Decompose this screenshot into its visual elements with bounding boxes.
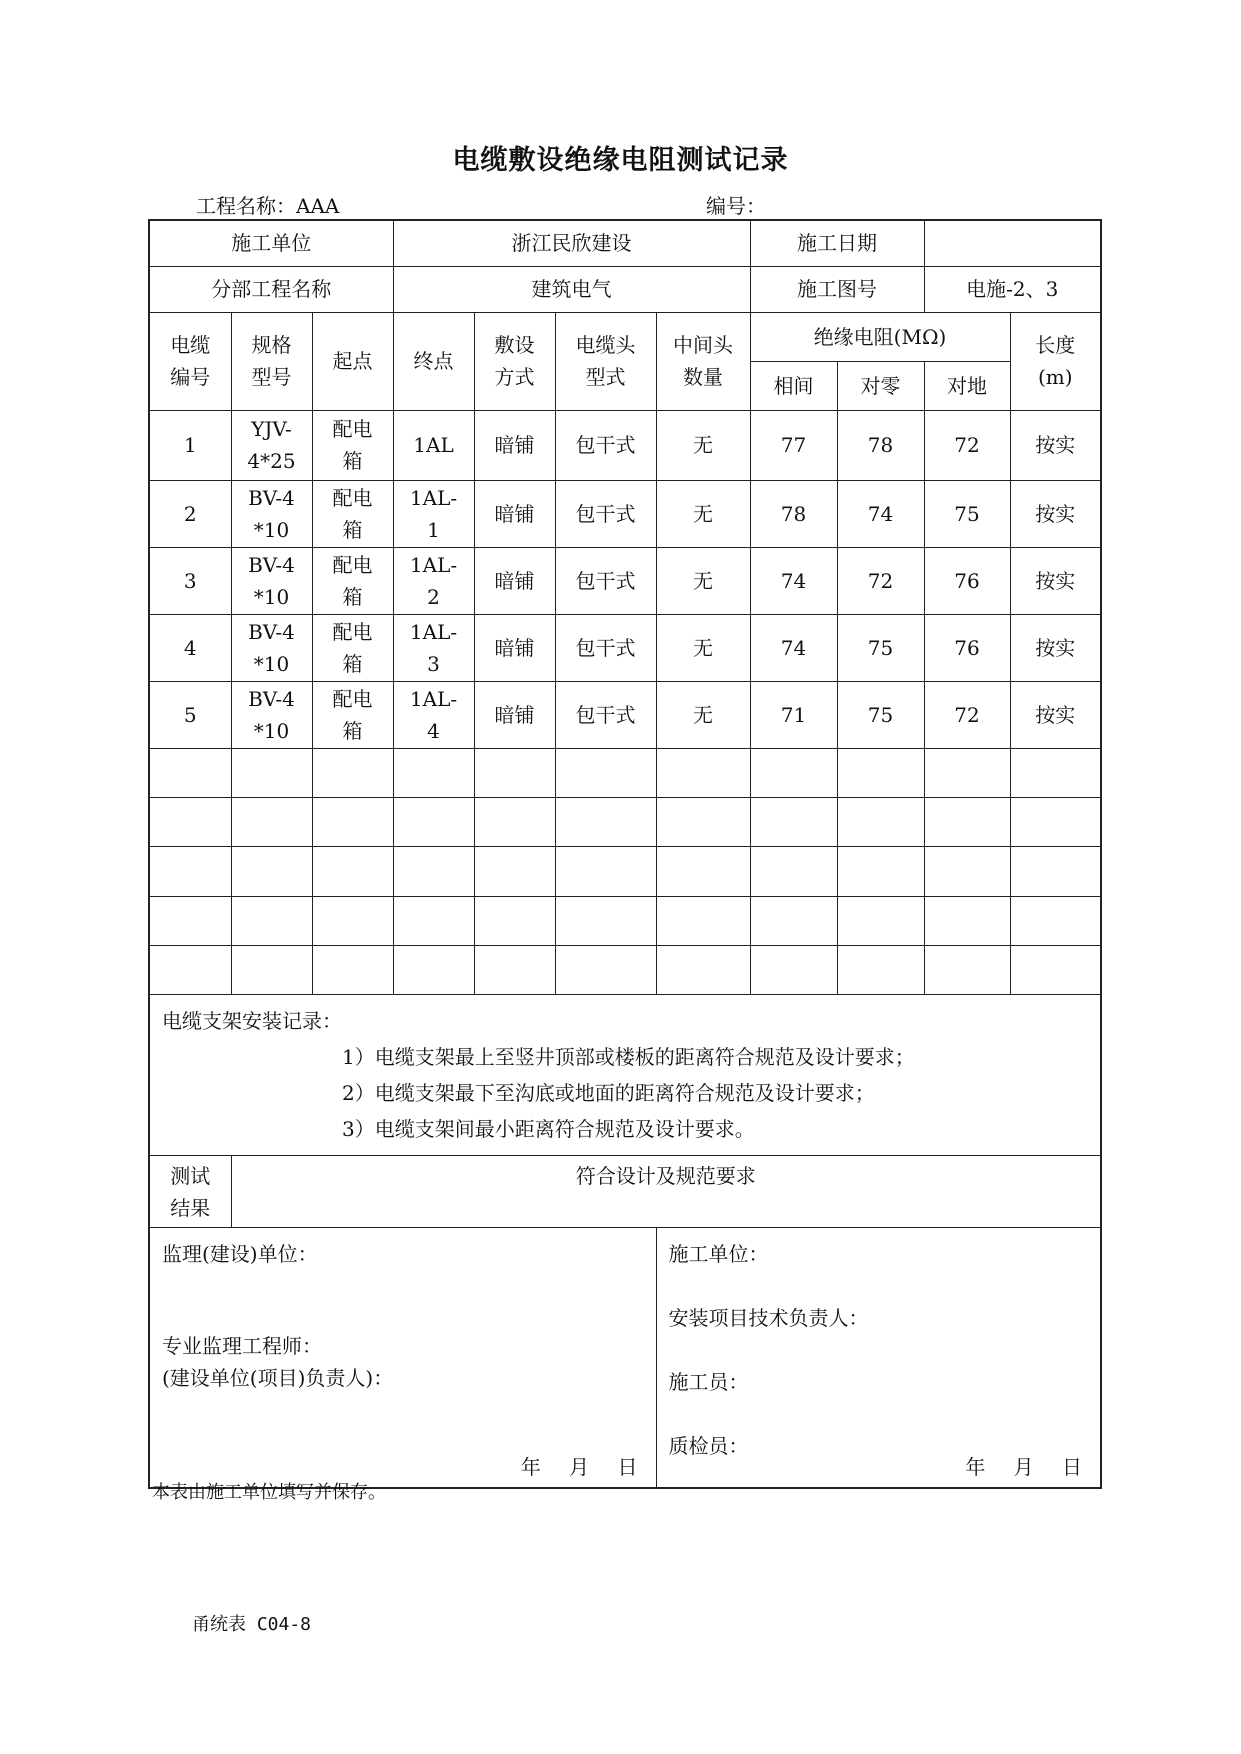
cell-end [393,547,474,614]
cell-neutral: 72 [837,547,924,614]
cell-no: 3 [149,547,231,614]
support-record [149,994,1101,1155]
cell-mid: 无 [656,480,750,547]
cell-phase: 74 [750,614,837,681]
day-label: 日 [617,1455,638,1479]
cell-end-line2: 3 [427,651,440,676]
header-cable-no [149,312,231,410]
empty-row [149,945,1101,994]
info-row-1 [149,220,1101,266]
day-label: 日 [1062,1455,1083,1479]
header-mid-line2: 数量 [683,365,724,389]
header-end: 终点 [393,312,474,410]
cell-length: 按实 [1010,547,1101,614]
cell-spec-line1: YJV- [251,417,292,441]
header-phase: 相间 [750,361,837,410]
table-row [149,410,1101,480]
cell-head: 包干式 [555,614,656,681]
header-length [1010,312,1101,410]
header-row-1 [149,312,1101,361]
result-label-line1: 测试 [170,1163,211,1188]
construction-unit-label: 施工单位 [149,220,393,266]
table-row [149,681,1101,748]
header-spec-line2: 型号 [251,365,292,389]
cell-end-line1: 1AL- [409,619,458,644]
cell-end [393,681,474,748]
cell-mid: 无 [656,410,750,480]
header-neutral: 对零 [837,361,924,410]
signature-row [149,1227,1101,1488]
cell-start-line1: 配电 [332,552,373,577]
sub-project-label: 分部工程名称 [149,266,393,312]
header-ground: 对地 [924,361,1010,410]
cell-end [393,480,474,547]
empty-row [149,846,1101,896]
cell-laying: 暗铺 [474,410,555,480]
cell-laying: 暗铺 [474,547,555,614]
header-mid-joint [656,312,750,410]
cell-end: 1AL [393,410,474,480]
cell-end-line1: 1AL- [409,552,458,577]
year-label: 年 [520,1455,541,1479]
inspector-label: 质检员： [668,1433,749,1458]
result-label-line2: 结果 [170,1195,211,1220]
owner-rep-label: (建设单位(项目)负责人)： [162,1365,394,1390]
cell-spec-line2: 4*25 [247,449,296,473]
header-insulation: 绝缘电阻(MΩ) [750,312,1010,361]
cell-start [312,681,393,748]
header-mid-line1: 中间头 [673,333,734,357]
cell-head: 包干式 [555,480,656,547]
cell-ground: 76 [924,614,1010,681]
cell-laying: 暗铺 [474,681,555,748]
cell-spec-line2: *10 [253,584,290,609]
cell-head: 包干式 [555,410,656,480]
cell-laying: 暗铺 [474,480,555,547]
construction-date [943,1451,1082,1483]
form-code: 甬统表 C04-8 [192,1614,312,1635]
empty-row [149,896,1101,945]
cell-mid: 无 [656,614,750,681]
tech-lead-label: 安装项目技术负责人： [668,1305,869,1330]
cell-spec-line1: BV-4 [248,686,295,711]
project-name: 工程名称：AAA [196,194,340,218]
header-cable-head [555,312,656,410]
cell-start-line2: 箱 [342,449,363,473]
cell-no: 1 [149,410,231,480]
cell-start-line2: 箱 [342,517,363,542]
cell-spec-line2: *10 [253,517,290,542]
cell-start [312,410,393,480]
cell-neutral: 74 [837,480,924,547]
cell-start-line2: 箱 [342,651,363,676]
header-cable-no-line2: 编号 [170,365,211,389]
drawing-no-value: 电施-2、3 [924,266,1101,312]
month-label: 月 [569,1455,590,1479]
cell-length: 按实 [1010,480,1101,547]
cell-length: 按实 [1010,410,1101,480]
table-row [149,614,1101,681]
cell-no: 2 [149,480,231,547]
cell-neutral: 75 [837,614,924,681]
cell-start [312,480,393,547]
table-row [149,480,1101,547]
cell-phase: 74 [750,547,837,614]
drawing-no-label: 施工图号 [750,266,924,312]
table-row [149,547,1101,614]
cell-length: 按实 [1010,614,1101,681]
header-spec-line1: 规格 [251,333,292,357]
cell-ground: 76 [924,547,1010,614]
cell-spec [231,614,312,681]
supervision-engineer-label: 专业监理工程师： [162,1333,322,1358]
cell-ground: 72 [924,410,1010,480]
worker-label: 施工员： [668,1369,749,1394]
cell-start-line1: 配电 [332,417,373,441]
supervision-signature [149,1227,656,1488]
support-item: 1）电缆支架最上至竖井顶部或楼板的距离符合规范及设计要求； [342,1044,915,1069]
supervision-date [499,1451,638,1483]
header-length-line2: (m) [1037,365,1073,389]
record-table [148,219,1102,1489]
header-laying [474,312,555,410]
cell-ground: 75 [924,480,1010,547]
construction-unit-sign-label: 施工单位： [668,1241,769,1266]
cell-start-line2: 箱 [342,718,363,743]
cell-length: 按实 [1010,681,1101,748]
empty-row [149,748,1101,797]
cell-laying: 暗铺 [474,614,555,681]
cell-phase: 78 [750,480,837,547]
cell-spec [231,547,312,614]
cell-spec-line1: BV-4 [248,552,295,577]
info-row-2 [149,266,1101,312]
header-head-line1: 电缆头 [575,333,636,357]
header-cable-no-line1: 电缆 [170,333,211,357]
cell-end-line1: 1AL- [409,485,458,510]
cell-start-line1: 配电 [332,686,373,711]
support-record-row [149,994,1101,1155]
construction-unit-value: 浙江民欣建设 [393,220,750,266]
page-title: 电缆敷设绝缘电阻测试记录 [452,145,789,176]
cell-spec [231,681,312,748]
support-heading: 电缆支架安装记录： [162,1008,342,1033]
cell-end-line2: 2 [427,584,440,609]
cell-ground: 72 [924,681,1010,748]
cell-head: 包干式 [555,681,656,748]
cell-spec [231,410,312,480]
header-length-line1: 长度 [1035,333,1076,357]
cell-spec-line2: *10 [253,651,290,676]
cell-no: 5 [149,681,231,748]
cell-mid: 无 [656,681,750,748]
cell-end [393,614,474,681]
month-label: 月 [1013,1455,1034,1479]
cell-neutral: 75 [837,681,924,748]
cell-spec-line1: BV-4 [248,485,295,510]
cell-start-line2: 箱 [342,584,363,609]
cell-start-line1: 配电 [332,485,373,510]
record-code: 编号： [706,194,766,218]
cell-end-line1: 1AL- [409,686,458,711]
construction-signature [656,1227,1101,1488]
footer-note: 本表由施工单位填写并保存。 [152,1482,386,1503]
cell-start [312,547,393,614]
header-laying-line2: 方式 [494,365,535,389]
empty-row [149,797,1101,846]
result-label [149,1155,231,1227]
cell-spec [231,480,312,547]
cell-phase: 71 [750,681,837,748]
cell-start-line1: 配电 [332,619,373,644]
cell-neutral: 78 [837,410,924,480]
cell-head: 包干式 [555,547,656,614]
cell-phase: 77 [750,410,837,480]
cell-end-line2: 4 [427,718,440,743]
cell-start [312,614,393,681]
cell-no: 4 [149,614,231,681]
construction-date-label: 施工日期 [750,220,924,266]
support-item: 2）电缆支架最下至沟底或地面的距离符合规范及设计要求； [342,1080,875,1105]
support-item: 3）电缆支架间最小距离符合规范及设计要求。 [342,1116,755,1141]
year-label: 年 [965,1455,986,1479]
sub-project-value: 建筑电气 [393,266,750,312]
header-spec [231,312,312,410]
result-row [149,1155,1101,1227]
cell-end-line2: 1 [427,517,440,542]
construction-date-value [924,220,1101,266]
result-value: 符合设计及规范要求 [231,1155,1101,1227]
cell-spec-line1: BV-4 [248,619,295,644]
header-head-line2: 型式 [585,365,626,389]
header-laying-line1: 敷设 [494,333,535,357]
cell-mid: 无 [656,547,750,614]
supervision-unit-label: 监理(建设)单位： [162,1241,318,1266]
cell-spec-line2: *10 [253,718,290,743]
header-start: 起点 [312,312,393,410]
